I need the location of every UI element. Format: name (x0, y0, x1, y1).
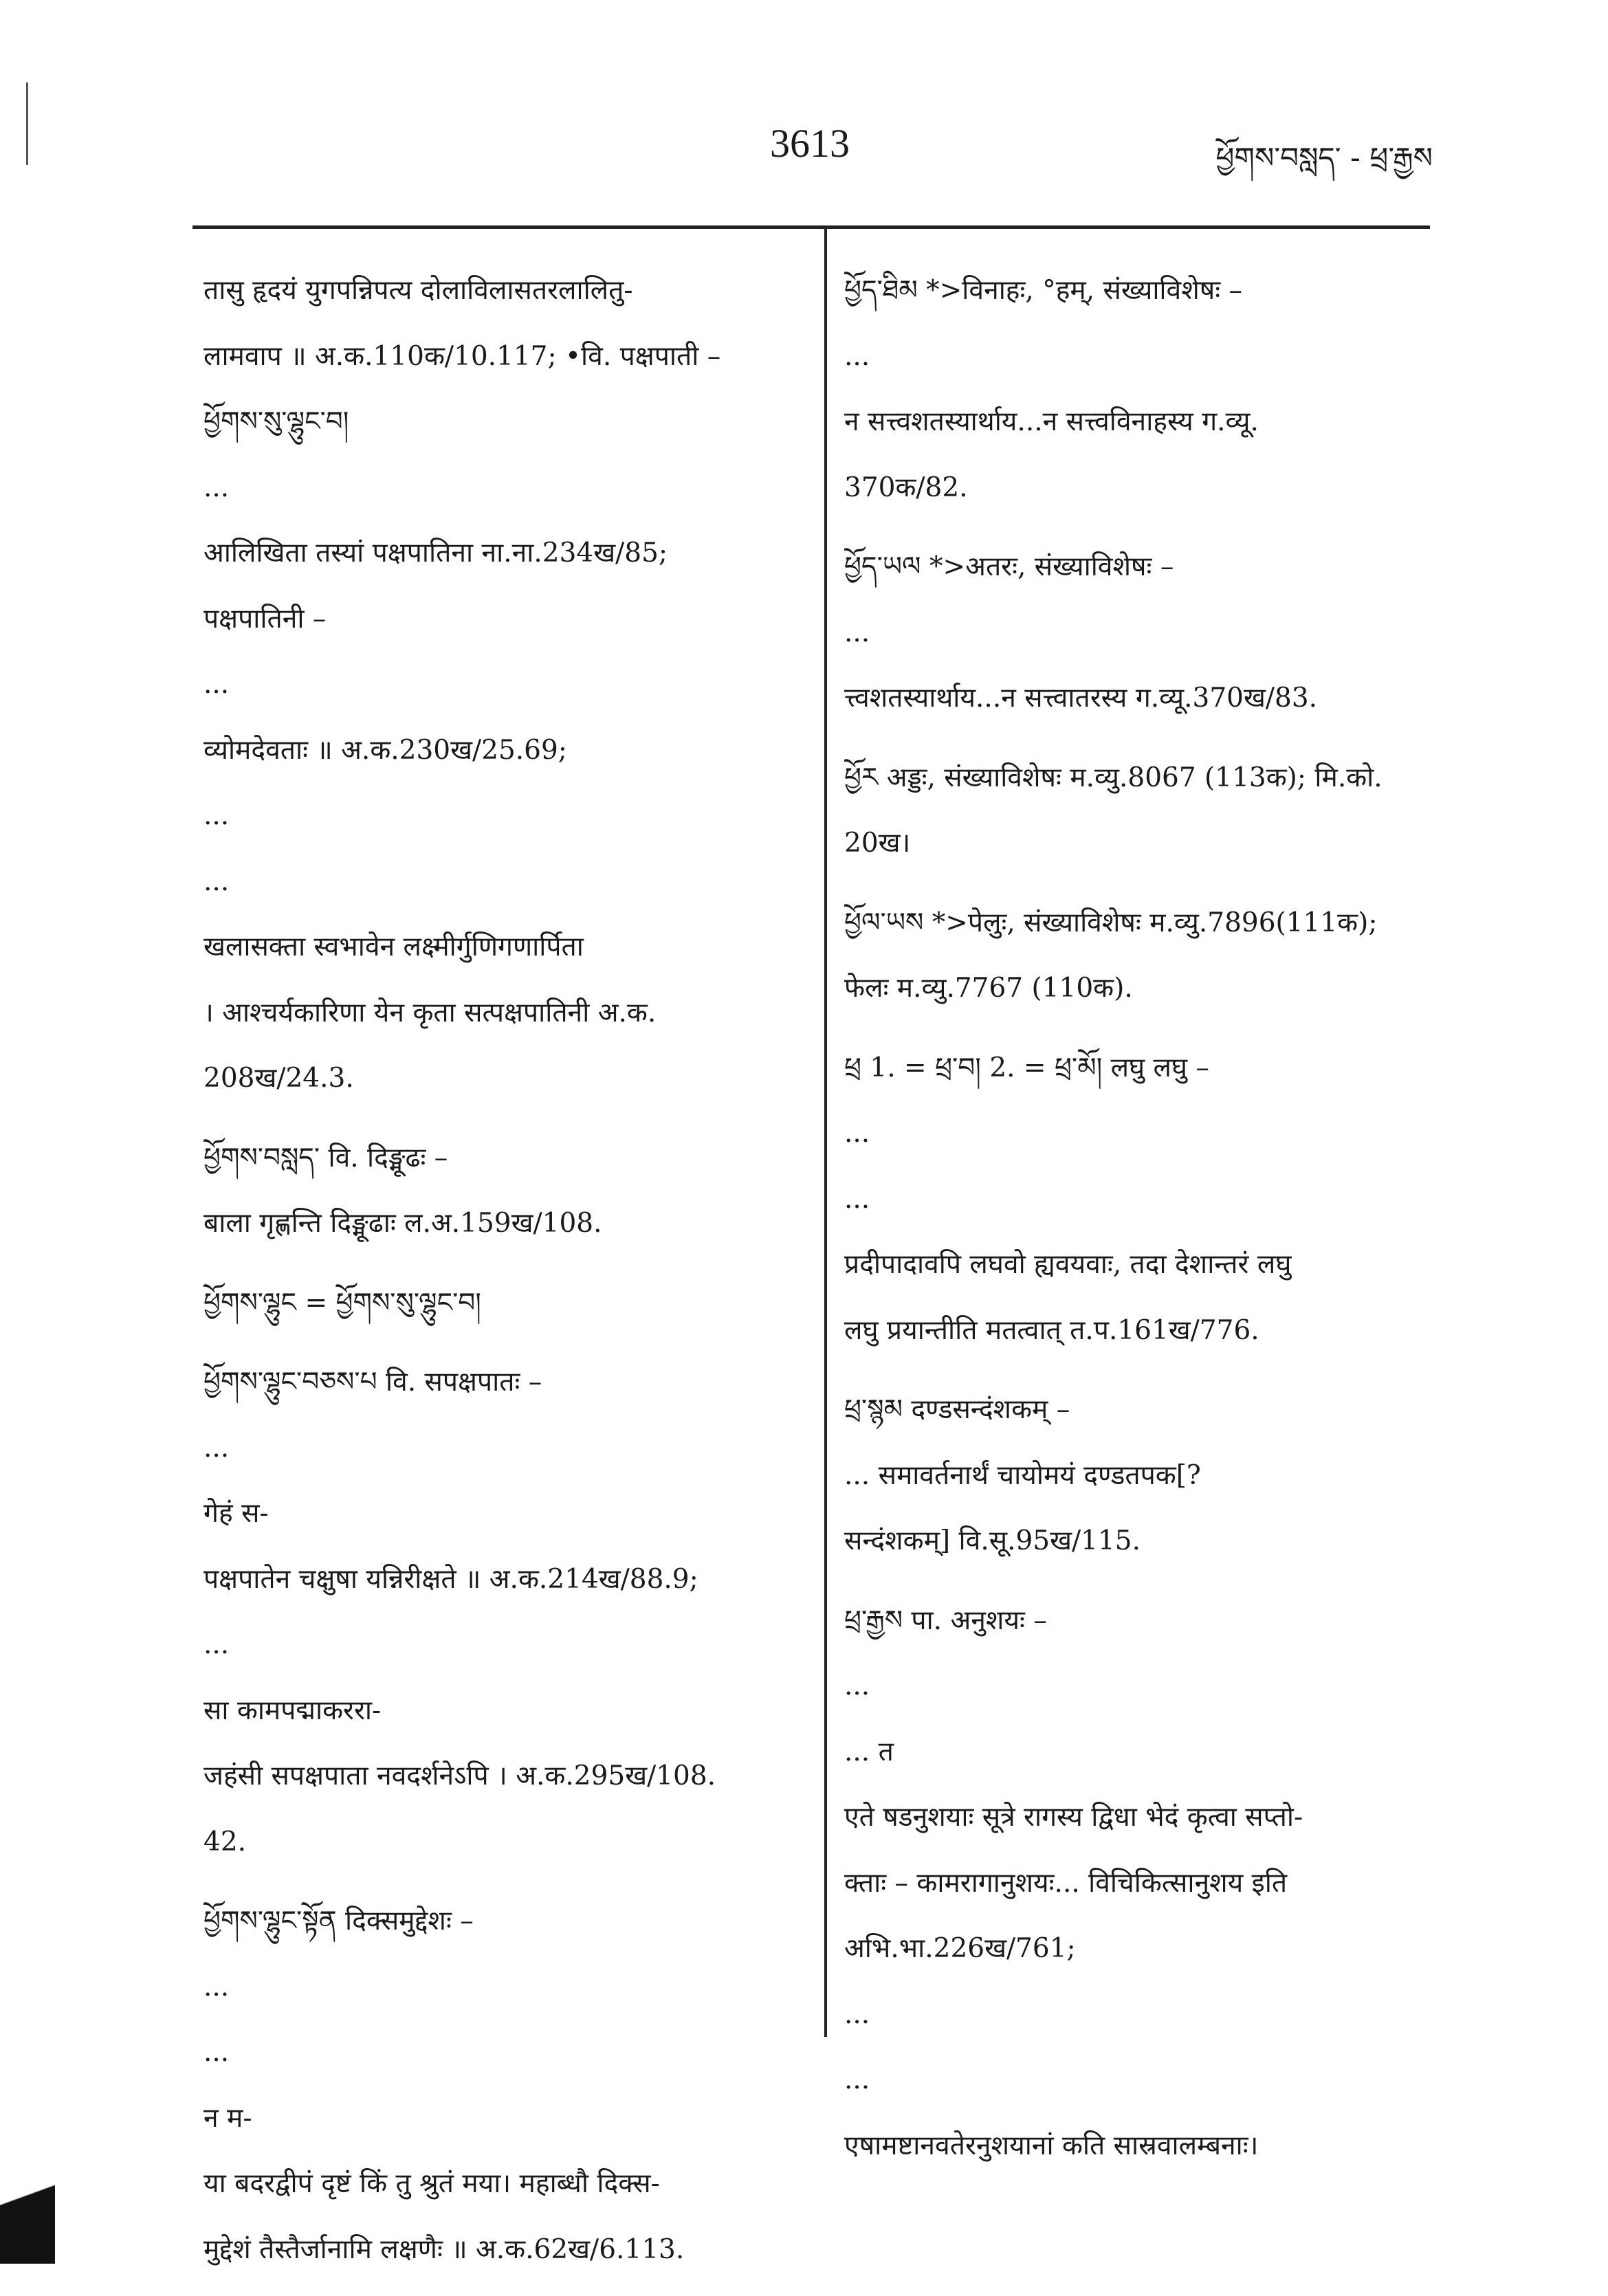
entry-line: पक्षपातिनी – (203, 603, 327, 634)
entry-line: ཕྲ 1. = ཕྲ་བ། 2. = ཕྲ་མོ། लघु लघु – (844, 1052, 1209, 1083)
entry-line: । आश्चर्यकारिणा येन कृता सत्पक्षपातिनी अ.क. (203, 997, 657, 1028)
dictionary-entry (844, 534, 1435, 731)
entry-line: लामवाप ॥ अ.क.110क/10.117; •वि. पक्षपाती – (203, 340, 721, 372)
entry-line: खलासक्ता स्वभावेन लक्ष्मीर्गुणिगणार्पिता (203, 931, 584, 962)
entry-line: 20ख। (844, 828, 911, 859)
entry-line: फेलः म.व्यु.7767 (110क). (844, 973, 1133, 1004)
entry-line: या बदरद्वीपं दृष्टं किं तु श्रुतं मया। महाब्धौ दिक्स- (203, 2168, 660, 2199)
entry-line: न म- (203, 2102, 252, 2134)
dictionary-entry (844, 1035, 1435, 1364)
entry-line: सा कामपद्माकररा- (203, 1695, 382, 1726)
entry-line: ཕྱོགས་ལྷུང་སྟོན दिक्समुद्देशः – (203, 1906, 474, 1936)
dictionary-entry (203, 1888, 802, 2282)
entry-line: ཕྱོལ་ཡས *>पेलुः, संख्याविशेषः म.व्यु.7896(111क); (844, 907, 1378, 938)
entry-line: ... (203, 865, 230, 897)
dictionary-entry (203, 1349, 802, 1875)
entry-line: ཕྱོད་ཡལ *>अतरः, संख्याविशेषः – (844, 551, 1174, 582)
entry-line: एषामष्टानवतेरनुशयानां कति सास्रवालम्बनाः। (844, 2130, 1259, 2161)
entry-line: त्त्वशतस्यार्थाय...न सत्त्वातरस्य ग.व्यू.370ख/83. (844, 683, 1318, 714)
entry-line: ... (203, 669, 230, 700)
entry-line: ... (844, 1998, 870, 2030)
entry-line: ... (203, 1432, 230, 1464)
entry-line: ... (203, 472, 230, 503)
entry-line: क्ताः – कामरागानुशयः... विचिकित्सानुशय इति (844, 1867, 1288, 1899)
dictionary-entry (844, 258, 1435, 520)
running-head: ཕྱོགས་བསླད་ - ཕྲ་རྒྱས (1215, 141, 1433, 175)
entry-line: प्रदीपादावपि लघवो ह्यवयवाः, तदा देशान्तरं लघु (844, 1249, 1292, 1280)
entry-line: ... (203, 1629, 230, 1660)
entry-line: 370क/82. (844, 472, 968, 503)
dictionary-entry (203, 258, 802, 1112)
entry-line: ཕྲ་སྙམ दण्डसन्दंशकम् – (844, 1394, 1070, 1425)
entry-line: बाला गृह्णन्ति दिङ्मूढाः ल.अ.159ख/108. (203, 1208, 602, 1239)
dictionary-entry (203, 1125, 802, 1257)
entry-line: ... (203, 800, 230, 831)
entry-line: ... (844, 617, 870, 648)
entry-line: लघु प्रयान्तीति मतत्वात् त.प.161ख/776. (844, 1314, 1259, 1346)
entry-line: एते षडनुशयाः सूत्रे रागस्य द्विधा भेदं कृत्वा सप्तो- (844, 1802, 1303, 1833)
entry-line: 42. (203, 1826, 247, 1857)
entry-line: तासु हृदयं युगपन्निपत्य दोलाविलासतरलालितु- (203, 275, 633, 306)
entry-line: ... त (844, 1736, 894, 1767)
column-rule (824, 229, 827, 2037)
entry-line: ... (844, 1118, 870, 1149)
entry-line: ཕྱོགས་ལྷུང་བཅས་པ वि. सपक्षपातः – (203, 1367, 542, 1398)
entry-line: ཕྱོད་ཐིམ *>विनाहः, °हम्, संख्याविशेषः – (844, 275, 1243, 306)
entry-line: न सत्त्वशतस्यार्थाय...न सत्त्वविनाहस्य ग.व्यू. (844, 406, 1259, 437)
entry-line: मुद्देशं तैस्तैर्जानामि लक्षणैः ॥ अ.क.62ख/6.113. (203, 2233, 685, 2265)
dictionary-entry (844, 1588, 1435, 2179)
scan-corner-mark (0, 2152, 55, 2264)
entry-line: 208ख/24.3. (203, 1063, 354, 1094)
entry-line: ... (844, 2064, 870, 2095)
entry-line: ཕྱོགས་བསླད་ वि. दिङ्मूढः – (203, 1142, 448, 1173)
entry-line: व्योमदेवताः ॥ अ.क.230ख/25.69; (203, 734, 567, 766)
dictionary-entry (203, 1270, 802, 1336)
entry-line: ... (844, 1670, 870, 1701)
entry-line: ... (203, 1971, 230, 2002)
dictionary-entry (844, 745, 1435, 876)
entry-line: ཕྱོགས་ལྷུང = ཕྱོགས་སུ་ལྷུང་བ། (203, 1287, 481, 1318)
left-column (203, 258, 802, 2296)
entry-line: ཕྲ་རྒྱས पा. अनुशयः – (844, 1604, 1047, 1636)
page-number: 3613 (770, 121, 850, 166)
entry-line: ... समावर्तनार्थं चायोमयं दण्डतपक[? (844, 1459, 1201, 1491)
entry-line: ཕྱོགས་སུ་ལྷུང་བ། (203, 406, 349, 437)
right-column (844, 258, 1435, 2192)
entry-line: जहंसी सपक्षपाता नवदर्शनेऽपि । अ.क.295ख/108. (203, 1760, 716, 1791)
entry-line: ... (844, 340, 870, 372)
entry-line: ཕྱོར अड्डः, संख्याविशेषः म.व्यु.8067 (113क); मि.को. (844, 762, 1383, 793)
dictionary-entry (844, 890, 1435, 1022)
entry-line: आलिखिता तस्यां पक्षपातिना ना.ना.234ख/85; (203, 538, 668, 569)
entry-line: सन्दंशकम्] वि.सू.95ख/115. (844, 1525, 1141, 1556)
entry-line: गेहं स- (203, 1498, 269, 1529)
entry-line: पक्षपातेन चक्षुषा यन्निरीक्षते ॥ अ.क.214ख/88.9; (203, 1563, 698, 1595)
top-rule (192, 225, 1430, 229)
dictionary-entry (844, 1377, 1435, 1574)
entry-line: ... (844, 1183, 870, 1215)
left-margin-mark (26, 82, 28, 165)
entry-line: ... (203, 2037, 230, 2068)
entry-line: अभि.भा.226ख/761; (844, 1933, 1076, 1964)
